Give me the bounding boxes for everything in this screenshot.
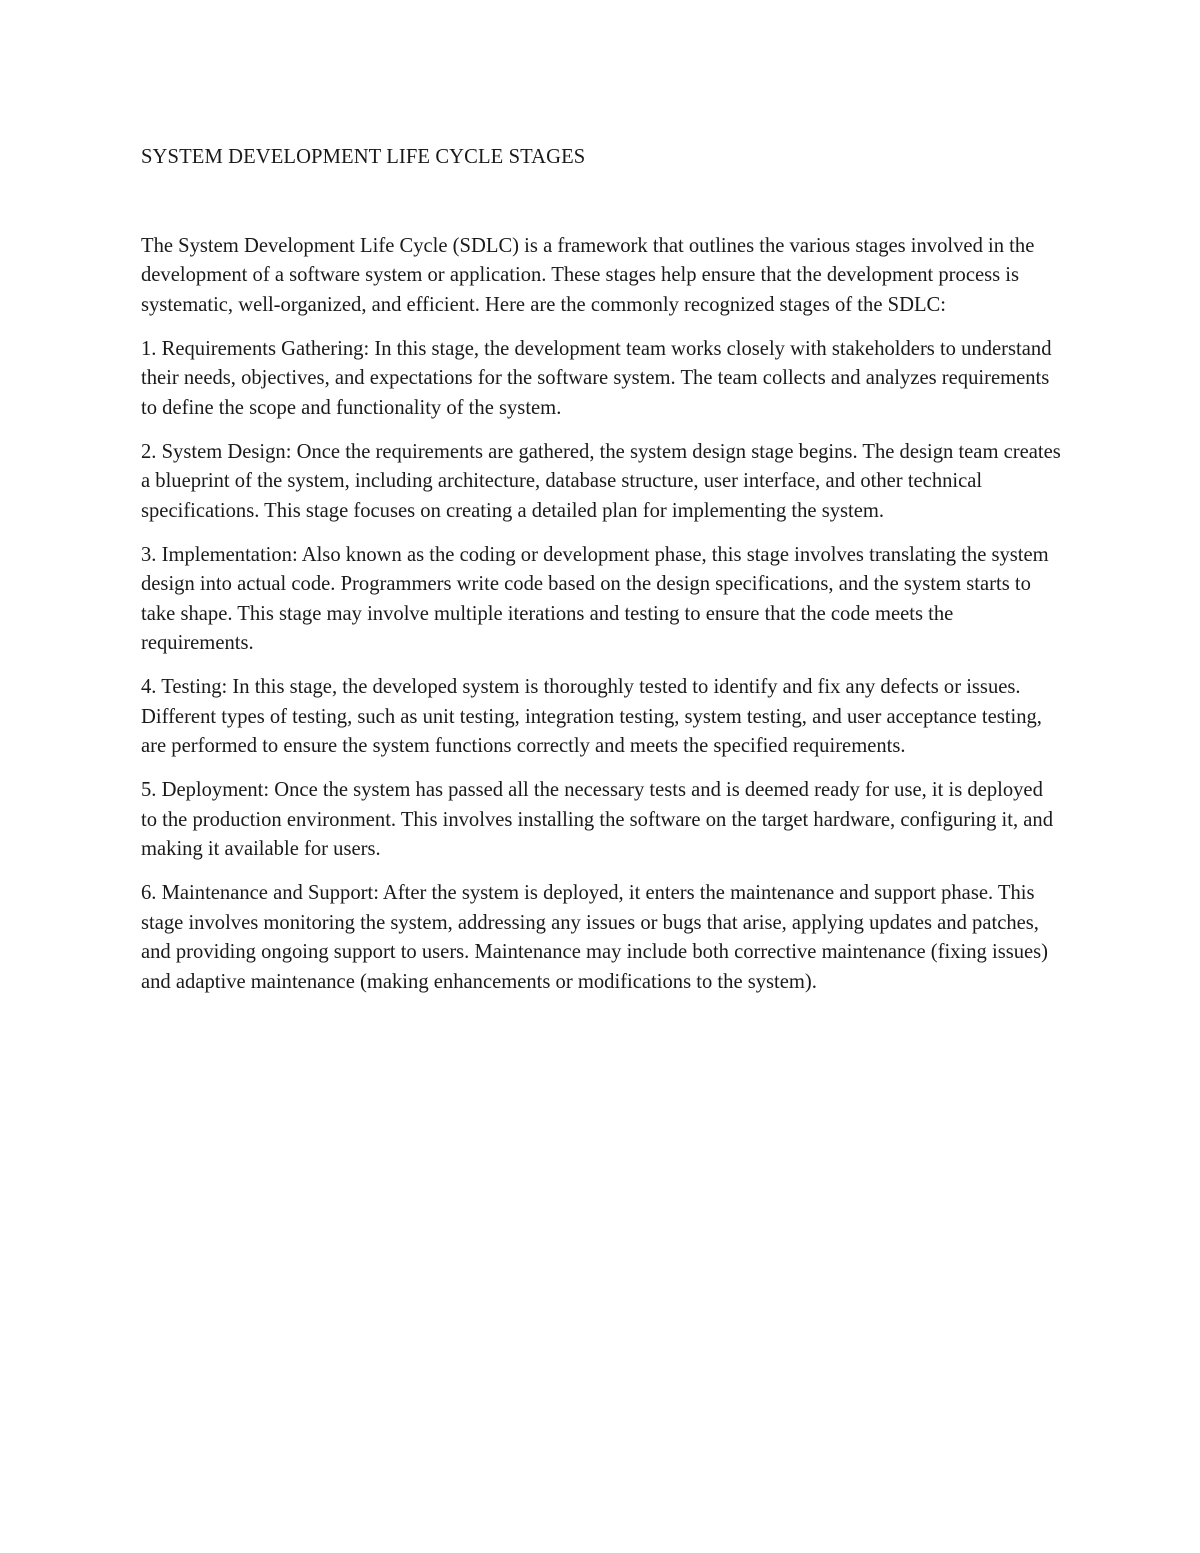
- document-body: [141, 143, 1061, 1012]
- stage-paragraph-deployment: 5. Deployment: Once the system has passed all the necessary tests and is deemed ready for use, it is deployed to the production environment. This involves installing the software on the target hardware, configuring it, and making it available for users.: [141, 779, 1054, 860]
- stage-paragraph-testing: 4. Testing: In this stage, the developed system is thoroughly tested to identify and fix any defects or issues. Different types of testing, such as unit testing, integration testing, system testing, and user acceptance testing, are performed to ensure the system functions correctly and meets the specified requirements.: [141, 676, 1042, 757]
- intro-paragraph: The System Development Life Cycle (SDLC) is a framework that outlines the various stages involved in the development of a software system or application. These stages help ensure that the development process is systematic, well-organized, and efficient. Here are the commonly recognized stages of the SDLC:: [141, 234, 1035, 316]
- stage-paragraph-requirements-gathering: 1. Requirements Gathering: In this stage, the development team works closely with stakeholders to understand their needs, objectives, and expectations for the software system. The team collects and analyzes requirements to define the scope and functionality of the system.: [141, 337, 1052, 419]
- document-title: SYSTEM DEVELOPMENT LIFE CYCLE STAGES: [141, 146, 586, 168]
- stage-paragraph-implementation: 3. Implementation: Also known as the coding or development phase, this stage involves translating the system design into actual code. Programmers write code based on the design specifications, and the system starts to take shape. This stage may involve multiple iterations and testing to ensure that the code meets the requirements.: [141, 543, 1049, 654]
- stage-paragraph-maintenance-and-support: 6. Maintenance and Support: After the system is deployed, it enters the maintenance and support phase. This stage involves monitoring the system, addressing any issues or bugs that arise, applying updates and patches, and providing ongoing support to users. Maintenance may include both corrective maintenance (fixing issues) and adaptive maintenance (making enhancements or modifications to the system).: [141, 882, 1049, 993]
- stage-paragraph-system-design: 2. System Design: Once the requirements are gathered, the system design stage begins. The design team creates a blueprint of the system, including architecture, database structure, user interface, and other technical specifications. This stage focuses on creating a detailed plan for implementing the system.: [141, 440, 1061, 522]
